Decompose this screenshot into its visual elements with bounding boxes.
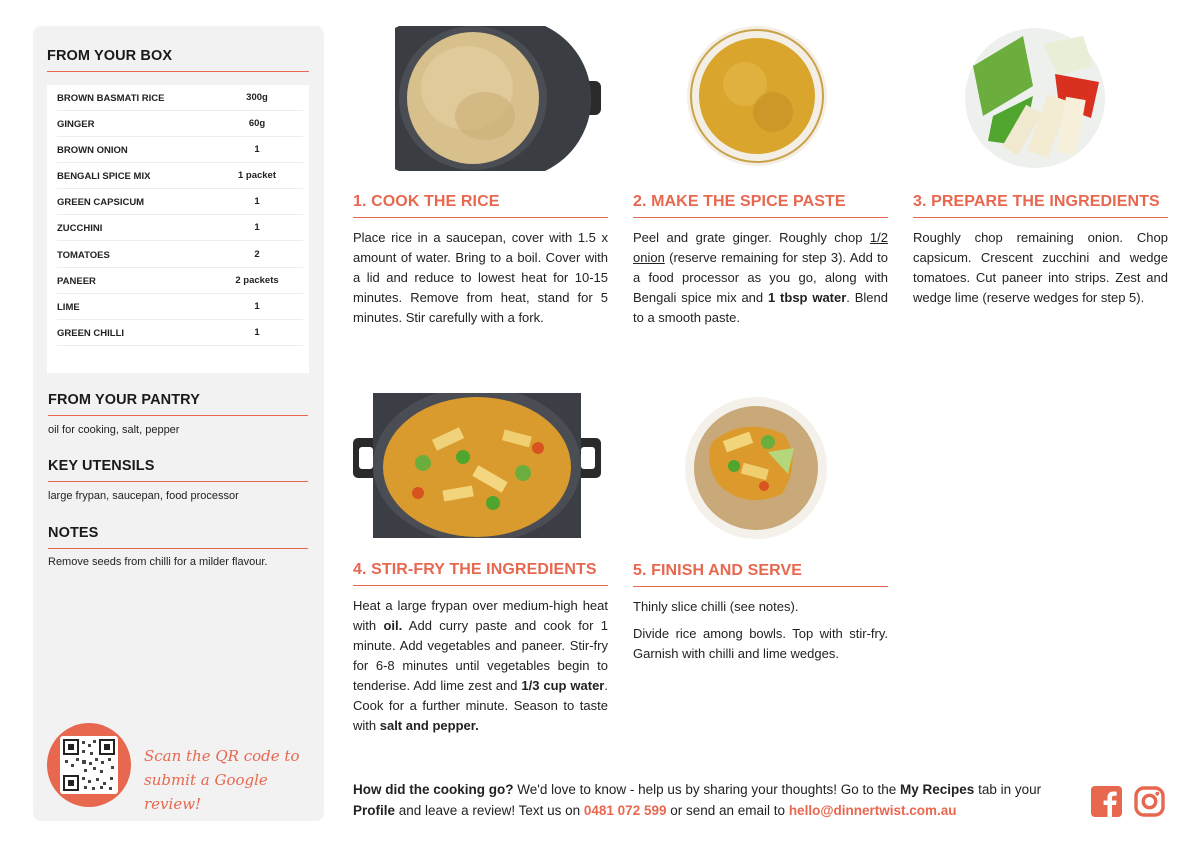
step-1-title: 1. COOK THE RICE [353, 193, 500, 210]
table-row [57, 137, 303, 163]
ingredient-qty: 1 [254, 222, 260, 233]
divider [353, 585, 608, 586]
table-row [57, 189, 303, 215]
ingredient-name: GREEN CAPSICUM [57, 197, 145, 208]
stir-fry-pan-photo [353, 393, 601, 543]
table-row [57, 163, 303, 189]
table-row [57, 268, 303, 294]
key-utensils-heading: KEY UTENSILS [48, 458, 155, 474]
step-5-title: 5. FINISH AND SERVE [633, 562, 803, 579]
divider [47, 71, 309, 72]
ingredient-name: TOMATOES [57, 250, 110, 261]
ingredient-qty: 1 [254, 196, 260, 207]
qr-caption-line2: submit a Google review! [144, 771, 268, 813]
step-3-title: 3. PREPARE THE INGREDIENTS [913, 193, 1160, 210]
table-row [57, 294, 303, 320]
ingredient-qty: 1 [254, 301, 260, 312]
divider [48, 481, 308, 482]
footer-review-text: How did the cooking go? We'd love to know - help us by sharing your thoughts! Go to the My Recipes tab in your Profile and leave a review! Text us on 0481 072 599 or send an email to hello@dinnertwist.com.au [353, 782, 1042, 818]
step-1-text: Place rice in a saucepan, cover with 1.5 x amount of water. Bring to a boil. Cover with a lid and reduce to lowest heat for 10-15 minutes. Remove from heat, stand for 5 minutes. Stir carefully with a fork. [353, 230, 608, 325]
step-2-text: Peel and grate ginger. Roughly chop 1/2 onion (reserve remaining for step 3). Add to a food processor as you go, along with Bengali spice mix and 1 tbsp water. Blend to a smooth paste. [633, 230, 888, 325]
step-3-text: Roughly chop remaining onion. Chop capsicum. Crescent zucchini and wedge tomatoes. Cut paneer into strips. Zest and wedge lime (reserve wedges for step 5). [913, 230, 1168, 305]
divider [913, 217, 1168, 218]
from-your-pantry-heading: FROM YOUR PANTRY [48, 392, 200, 408]
divider [48, 415, 308, 416]
ingredient-name: BENGALI SPICE MIX [57, 171, 151, 182]
ingredient-qty: 1 [254, 144, 260, 155]
qr-caption-line1: Scan the QR code to [144, 747, 300, 765]
ingredient-name: GREEN CHILLI [57, 328, 125, 339]
ingredient-name: ZUCCHINI [57, 223, 103, 234]
divider [633, 586, 888, 587]
ingredient-name: GINGER [57, 119, 95, 130]
ingredient-qty: 300g [246, 92, 268, 103]
step-5-text-1: Thinly slice chilli (see notes). [633, 599, 799, 614]
divider [48, 548, 308, 549]
ingredients-table [47, 85, 309, 373]
ingredient-qty: 1 packet [237, 170, 277, 181]
divider [633, 217, 888, 218]
spice-paste-photo [685, 26, 829, 175]
ingredient-qty: 2 packets [235, 275, 279, 286]
notes-heading: NOTES [48, 525, 99, 541]
table-row [57, 215, 303, 241]
ingredient-name: BROWN BASMATI RICE [57, 93, 165, 104]
table-row [57, 85, 303, 111]
utensils-text: large frypan, saucepan, food processor [48, 490, 239, 502]
ingredient-name: PANEER [57, 276, 96, 287]
ingredient-name: LIME [57, 302, 80, 313]
curry-bowl-photo [684, 396, 828, 545]
ingredient-qty: 1 [254, 327, 260, 338]
phone-link[interactable]: 0481 072 599 [583, 803, 667, 818]
ingredient-name: BROWN ONION [57, 145, 128, 156]
step-4-text: Heat a large frypan over medium-high heat with oil. Add curry paste and cook for 1 minute. Add vegetables and paneer. Stir-fry for 6-8 minutes until vegetables begin to tenderise. Add lime zest and 1/3 cup water. Cook for a further minute. Season to taste with salt and pepper. [353, 598, 609, 733]
instagram-icon[interactable] [1134, 786, 1165, 822]
rice-pan-photo [395, 26, 605, 176]
divider [353, 217, 608, 218]
table-row [57, 242, 303, 268]
step-5-text-2: Divide rice among bowls. Top with stir-fry. Garnish with chilli and lime wedges. [633, 626, 888, 661]
table-row [57, 320, 303, 346]
step-2-title: 2. MAKE THE SPICE PASTE [633, 193, 846, 210]
qr-code-icon[interactable] [60, 736, 118, 794]
pantry-text: oil for cooking, salt, pepper [48, 424, 180, 436]
from-your-box-heading: FROM YOUR BOX [47, 48, 173, 64]
facebook-icon[interactable] [1091, 786, 1122, 822]
ingredient-qty: 60g [248, 118, 266, 129]
notes-text: Remove seeds from chilli for a milder flavour. [48, 556, 268, 568]
ingredient-qty: 2 [254, 249, 260, 260]
chopped-vegetables-photo [963, 26, 1107, 175]
table-row [57, 111, 303, 137]
qr-caption [144, 744, 319, 816]
email-link[interactable]: hello@dinnertwist.com.au [788, 803, 957, 818]
step-4-title: 4. STIR-FRY THE INGREDIENTS [353, 561, 597, 578]
